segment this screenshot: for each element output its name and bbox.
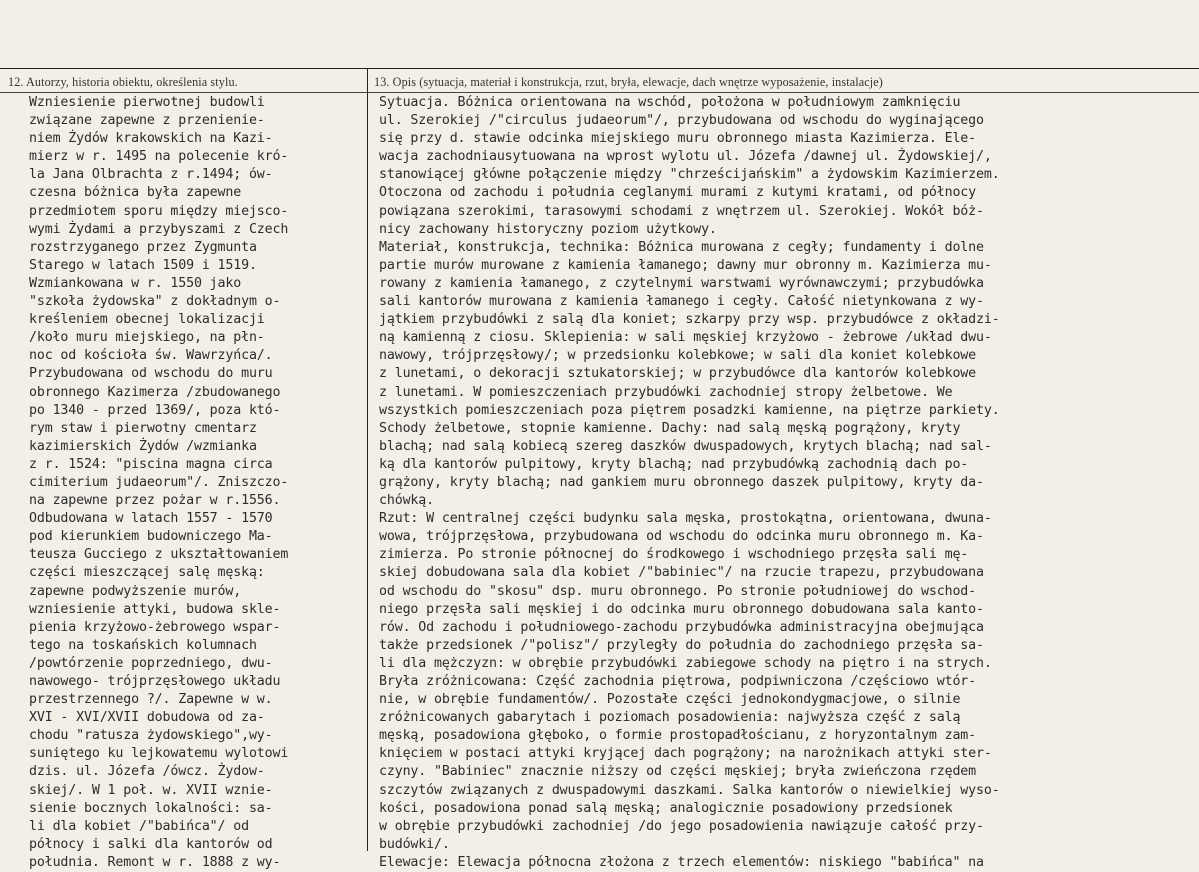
history-text-line: rym staw i pierwotny cmentarz — [29, 420, 257, 436]
description-text-line: rowany z kamienia łamanego, z czytelnymi warstwami wyrównawczymi; przybudówka — [379, 275, 984, 291]
history-text-line: nawowego- trójprzęsłowego układu — [29, 674, 281, 689]
history-text-line: dzis. ul. Józefa /ówcz. Żydow- — [29, 764, 265, 780]
history-text-line: części mieszczącej salę męską: — [29, 565, 265, 581]
description-text-line: Otoczona od zachodu i południa ceglanymi murami z kutymi kratami, od północy — [379, 185, 977, 201]
description-text-line: wszystkich pomieszczeniach poza piętrem posadzki kamienne, na piętrze parkiety. — [379, 402, 1000, 418]
history-text-line: wzniesienie attyki, budowa skle- — [29, 601, 281, 617]
history-text-line: tego na toskańskich kolumnach — [29, 637, 257, 653]
description-text-line: Schody żelbetowe, stopnie kamienne. Dachy: nad salą męską pogrążony, kryty — [379, 420, 961, 436]
history-text-line: Odbudowana w latach 1557 - 1570 — [29, 511, 273, 527]
description-text-line: Elewacje: Elewacja północna złożona z trzech elementów: niskiego "babińca" na — [379, 854, 984, 870]
history-text-line: kreśleniem obecnej lokalizacji — [29, 312, 265, 328]
description-text-line: budówki/. — [379, 836, 450, 852]
top-rule — [0, 68, 1199, 69]
description-text-line: nicy zachowany historyczny poziom użytkowy. — [379, 221, 717, 237]
history-text-line: li dla kobiet /"babińca"/ od — [29, 818, 249, 834]
history-text-line: XVI - XVI/XVII dobudowa od za- — [29, 710, 265, 726]
history-text-line: la Jana Olbrachta z r.1494; ów- — [29, 167, 273, 183]
description-text-line: nie, w obrębie fundamentów/. Pozostałe części jednokondygmacjowe, o silnie — [379, 692, 961, 708]
history-text-line: sienie bocznych lokalności: sa- — [29, 800, 273, 816]
description-text-line: ką dla kantorów pulpitowy, kryty blachą; nad przybudówką zachodnią dach po- — [379, 456, 969, 472]
description-text-line: wacja zachodniausytuowana na wprost wylotu ul. Józefa /dawnej ul. Żydowskiej/, — [379, 149, 992, 165]
history-text-line: /koło muru miejskiego, na płn- — [29, 330, 265, 346]
description-text-line: chówką. — [379, 493, 434, 509]
description-text-line: niego przęsła sali męskiej i do odcinka muru obronnego dobudowana sala kanto- — [379, 601, 984, 617]
history-text-line: czesna bóżnica była zapewne — [29, 185, 242, 201]
description-text-line: męską, posadowiona głęboko, o formie prostopadłościanu, z horyzontalnym zam- — [379, 728, 977, 744]
description-text-line: jątkiem przybudówki z salą dla koniet; szkarpy przy wsp. przybudówce z okładzi- — [379, 312, 1000, 328]
description-text-line: z lunetami. W pomieszczeniach przybudówki zachodniej stropy żelbetowe. We — [379, 384, 953, 400]
history-text-line: suniętego ku lejkowatemu wylotowi — [29, 746, 289, 762]
description-text-line: także przedsionek /"polisz"/ przyległy do południa do zachodniego przęsła sa- — [379, 637, 984, 653]
history-text-line: noc od kościoła św. Wawrzyńca/. — [29, 348, 273, 364]
history-text-line: mierz w r. 1495 na polecenie kró- — [29, 149, 289, 165]
history-text-line: związane zapewne z przenienie- — [29, 113, 265, 129]
description-text-line: partie murów murowane z kamienia łamanego; dawny mur obronny m. Kazimierza mu- — [379, 257, 992, 273]
history-text-line: teusza Gucciego z ukształtowaniem — [29, 547, 289, 563]
history-text-column — [29, 94, 288, 872]
history-text-line: z r. 1524: "piscina magna circa — [29, 456, 273, 472]
description-text-line: kości, posadowiona ponad salą męską; analogicznie posadowiony przedsionek — [379, 800, 953, 816]
description-text-line: Rzut: W centralnej części budynku sala męska, prostokątna, orientowana, dwuna- — [379, 511, 992, 527]
history-text-line: wymi Żydami a przybyszami z Czech — [29, 221, 289, 237]
description-text-line: ną kamienną z ciosu. Sklepienia: w sali męskiej krzyżowo - żebrowe /układ dwu- — [379, 330, 992, 346]
history-text-line: po 1340 - przed 1369/, poza któ- — [29, 402, 281, 418]
history-text-line: Wzmiankowana w r. 1550 jako — [29, 275, 242, 291]
section-13-heading: 13. Opis (sytuacja, materiał i konstrukcja, rzut, bryła, elewacje, dach wnętrze wyposażenie, instalacje) — [374, 75, 883, 89]
history-text-line: zapewne podwyższenie murów, — [29, 583, 242, 599]
history-text-line: niem Żydów krakowskich na Kazi- — [29, 131, 273, 147]
history-text-line: kazimierskich Żydów /wzmianka — [29, 438, 257, 454]
history-text-line: Przybudowana od wschodu do muru — [29, 366, 273, 382]
description-text-line: powiązana szerokimi, tarasowymi schodami z wnętrzem ul. Szerokiej. Wokół bóż- — [379, 203, 984, 219]
description-text-line: zimierza. Po stronie północnej do środkowego i wschodniego przęsła sali mę- — [379, 547, 969, 563]
history-text-line: przestrzennego ?/. Zapewne w w. — [29, 692, 273, 708]
description-text-line: w obrębie przybudówki zachodniej /do jego posadowienia nawiązuje całość przy- — [379, 818, 984, 834]
description-text-line: Sytuacja. Bóżnica orientowana na wschód, położona w południowym zamknięciu — [379, 95, 961, 110]
history-text-line: pienia krzyżowo-żebrowego wspar- — [29, 619, 281, 635]
history-text-line: obronnego Kazimerza /zbudowanego — [29, 384, 281, 400]
description-text-line: od wschodu do "skosu" dsp. muru obronnego. Po stronie południowej do wschod- — [379, 583, 977, 599]
column-divider — [367, 68, 368, 851]
history-text-line: na zapewne przez pożar w r.1556. — [29, 493, 281, 509]
description-text-line: ul. Szerokiej /"circulus judaeorum"/, przybudowana od wschodu do wyginającego — [379, 113, 984, 129]
description-text-line: szczytów związanych z dwuspadowymi daszkami. Salka kantorów o niewielkiej wyso- — [379, 782, 1000, 798]
description-text-line: grążony, kryty blachą; nad gankiem muru obronnego daszek pulpitowy, kryty da- — [379, 474, 984, 490]
description-text-line: knięciem w postaci attyki kryjącej dach pogrążony; na narożnikach attyki ster- — [379, 746, 992, 762]
description-text-line: Bryła zróżnicowana: Część zachodnia piętrowa, podpiwniczona /częściowo wtór- — [379, 674, 977, 689]
history-text-line: rozstrzyganego przez Zygmunta — [29, 239, 257, 255]
history-text-line: /powtórzenie poprzedniego, dwu- — [29, 655, 273, 671]
description-text-line: li dla mężczyzn: w obrębie przybudówki zabiegowe schody na piętro i na strych. — [379, 655, 992, 671]
description-text-line: nawowy, trójprzęsłowy/; w przedsionku kolebkowe; w sali dla koniet kolebkowe — [379, 348, 977, 364]
history-text-line: Wzniesienie pierwotnej budowli — [29, 95, 265, 110]
history-text-line: pod kierunkiem budowniczego Ma- — [29, 529, 273, 545]
description-text-line: sali kantorów murowana z kamienia łamanego i cegły. Całość nietynkowana z wy- — [379, 294, 984, 310]
history-text-line: chodu "ratusza żydowskiego",wy- — [29, 728, 273, 744]
header-rule — [0, 92, 1199, 93]
description-text-line: z lunetami, o dekoracji sztukatorskiej; w przybudówce dla kantorów kolebkowe — [379, 366, 977, 382]
description-text-line: wowa, trójprzęsłowa, przybudowana od wschodu do odcinka muru obronnego m. Ka- — [379, 529, 984, 545]
description-text-line: rów. Od zachodu i południowego-zachodu przybudówka administracyjna obejmująca — [379, 619, 984, 635]
description-text-line: czyny. "Babiniec" znacznie niższy od części męskiej; bryła zwieńczona rzędem — [379, 764, 977, 780]
history-text-line: skiej/. W 1 poł. w. XVII wznie- — [29, 782, 273, 798]
history-text-line: cimiterium judaeorum"/. Zniszczo- — [29, 474, 289, 490]
description-text-line: blachą; nad salą kobiecą szereg daszków dwuspadowych, krytych blachą; nad sal- — [379, 438, 992, 454]
history-text-line: "szkoła żydowska" z dokładnym o- — [29, 294, 281, 310]
description-text-line: Materiał, konstrukcja, technika: Bóżnica murowana z cegły; fundamenty i dolne — [379, 239, 984, 255]
description-text-line: się przy d. stawie odcinka miejskiego muru obronnego miasta Kazimierza. Ele- — [379, 131, 977, 147]
description-text-line: stanowiącej główne połączenie między "chrześcijańskim" a żydowskim Kazimierzem. — [379, 167, 1000, 183]
history-text-line: południa. Remont w r. 1888 z wy- — [29, 854, 281, 870]
section-12-heading: 12. Autorzy, historia obiektu, określenia stylu. — [8, 75, 238, 89]
history-text-line: przedmiotem sporu między miejsco- — [29, 203, 289, 219]
description-text-column — [379, 94, 1000, 872]
description-text-line: zróżnicowanych gabarytach i poziomach posadowienia: najwyższa część z salą — [379, 710, 961, 726]
history-text-line: Starego w latach 1509 i 1519. — [29, 257, 257, 273]
history-text-line: północy i salki dla kantorów od — [29, 836, 273, 852]
description-text-line: skiej dobudowana sala dla kobiet /"babiniec"/ na rzucie trapezu, przybudowana — [379, 565, 984, 581]
